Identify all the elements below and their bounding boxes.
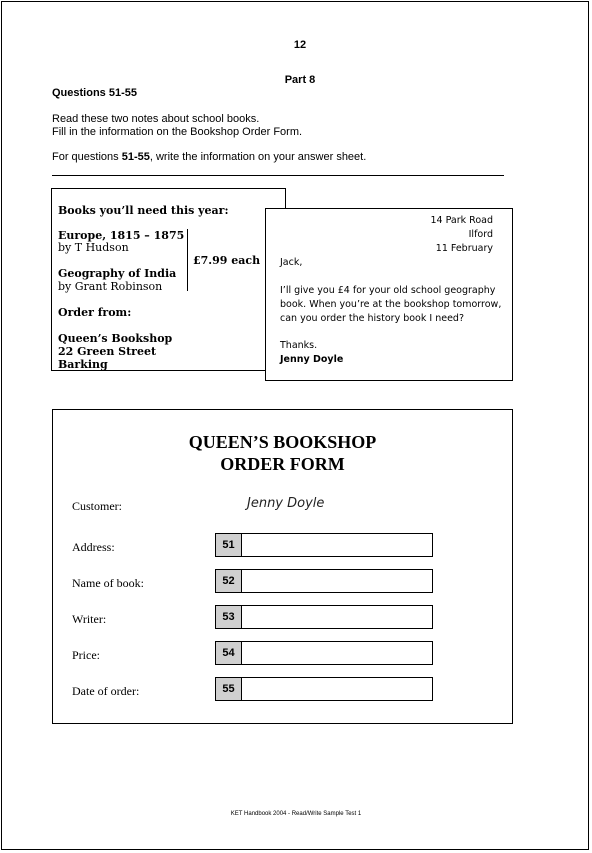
letter-body-line-2: book. When you’re at the bookshop tomorrow, <box>280 299 502 310</box>
customer-label: Customer: <box>72 499 122 513</box>
letter-body-line-3: can you order the history book I need? <box>280 313 464 324</box>
book1-author: by T Hudson <box>58 241 129 254</box>
questions-title: Questions 51-55 <box>52 87 137 99</box>
part-title: Part 8 <box>284 74 316 86</box>
letter-body-line-1: I’ll give you £4 for your old school geography <box>280 285 496 296</box>
letter-greeting: Jack, <box>280 257 303 268</box>
book2-title: Geography of India <box>58 267 177 280</box>
question-number-51: 51 <box>216 534 242 556</box>
question-number-52: 52 <box>216 570 242 592</box>
note-heading: Books you’ll need this year: <box>58 204 229 217</box>
book-name-label: Name of book: <box>72 576 144 590</box>
address-field[interactable] <box>215 533 433 557</box>
question-range: 51-55 <box>121 151 150 163</box>
order-date-label: Date of order: <box>72 684 140 698</box>
shop-town: Barking <box>58 358 108 371</box>
page-footer: KET Handbook 2004 - Read/Write Sample Test 1 <box>230 811 362 817</box>
price-field[interactable] <box>215 641 433 665</box>
book-name-field[interactable] <box>215 569 433 593</box>
letter-address-line-2: Ilford <box>468 229 493 240</box>
price-label: Price: <box>72 648 100 662</box>
order-date-field[interactable] <box>215 677 433 701</box>
instruction-line-2: Fill in the information on the Bookshop Order Form. <box>52 126 303 138</box>
instruction-line-3: For questions 51-55, write the information on your answer sheet. <box>52 151 367 163</box>
book-list-note <box>51 188 286 371</box>
order-form <box>52 409 513 724</box>
form-title-line-1: QUEEN’S BOOKSHOP <box>188 432 377 452</box>
book-price: £7.99 each <box>193 254 261 267</box>
letter-note <box>265 208 513 381</box>
order-from-label: Order from: <box>58 306 132 319</box>
price-divider <box>187 229 188 291</box>
page-number: 12 <box>293 39 307 51</box>
question-number-55: 55 <box>216 678 242 700</box>
shop-name: Queen’s Bookshop <box>58 332 173 345</box>
instruction-line-1: Read these two notes about school books. <box>52 113 260 125</box>
question-number-54: 54 <box>216 642 242 664</box>
book2-author: by Grant Robinson <box>58 280 163 293</box>
letter-date: 11 February <box>435 243 493 254</box>
letter-signature: Jenny Doyle <box>280 354 344 365</box>
book1-title: Europe, 1815 – 1875 <box>58 229 185 242</box>
form-title-line-2: ORDER FORM <box>220 454 345 474</box>
writer-label: Writer: <box>72 612 107 626</box>
divider-rule <box>52 175 504 176</box>
writer-field[interactable] <box>215 605 433 629</box>
shop-street: 22 Green Street <box>58 345 157 358</box>
letter-closing: Thanks. <box>280 340 318 351</box>
letter-address-line-1: 14 Park Road <box>430 215 493 226</box>
address-label: Address: <box>72 540 115 554</box>
question-number-53: 53 <box>216 606 242 628</box>
customer-value: Jenny Doyle <box>247 496 325 511</box>
